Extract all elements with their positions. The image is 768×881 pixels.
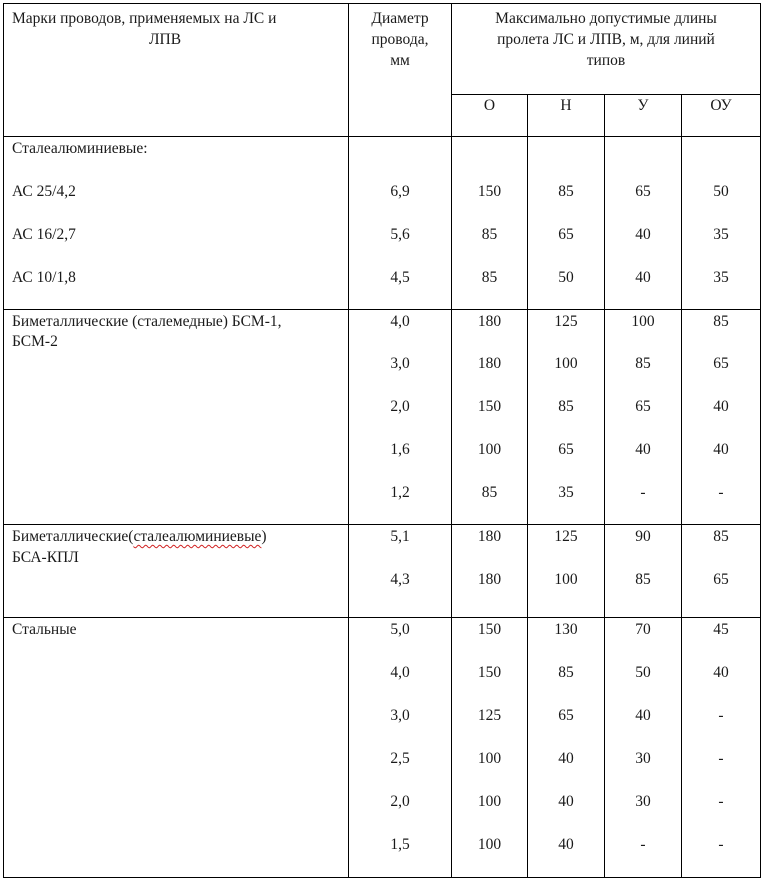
group2-bottom-border	[3, 524, 761, 525]
g1-row3-name: АС 10/1,8	[12, 269, 76, 286]
header-diam-line2: провода,	[371, 31, 429, 48]
g4-row6-o: 100	[477, 836, 502, 853]
g1-row3-diam: 4,5	[390, 269, 410, 286]
g4-row3-ou: -	[718, 707, 724, 724]
g2-row4-u: 40	[635, 441, 651, 458]
table-top-border	[3, 3, 761, 4]
group2-title-line2: БСМ-2	[12, 333, 58, 350]
g2-row3-ou: 40	[713, 398, 729, 415]
g2-row5-o: 85	[481, 484, 498, 501]
g1-row1-n: 85	[558, 183, 574, 200]
g2-row4-diam: 1,6	[390, 441, 410, 458]
g3-row2-ou: 65	[713, 571, 729, 588]
g1-row3-o: 85	[481, 269, 498, 286]
g4-row2-u: 50	[635, 664, 651, 681]
group3-title-line1	[12, 527, 267, 547]
g1-row1-name: АС 25/4,2	[12, 183, 76, 200]
g4-row4-ou: -	[718, 750, 724, 767]
g2-row3-n: 85	[558, 398, 574, 415]
g4-row5-diam: 2,0	[390, 793, 410, 810]
g2-row1-o: 180	[477, 313, 502, 330]
g4-row4-n: 40	[558, 750, 574, 767]
group3-title-line2: БСА-КПЛ	[12, 549, 79, 566]
header-diam-line3: мм	[390, 52, 410, 69]
g1-row2-ou: 35	[713, 226, 729, 243]
g2-row3-u: 65	[635, 398, 651, 415]
header-type-ou: ОУ	[710, 97, 732, 114]
g4-row3-n: 65	[558, 707, 574, 724]
g2-row2-o: 180	[477, 355, 502, 372]
g3-row1-o: 180	[477, 528, 502, 545]
g4-row1-u: 70	[635, 621, 651, 638]
header-type-n: Н	[560, 97, 572, 114]
header-type-o: О	[483, 97, 496, 114]
g2-row3-diam: 2,0	[390, 398, 410, 415]
g3-row2-n: 100	[554, 571, 578, 588]
g2-row1-ou: 85	[713, 313, 729, 330]
g4-row2-diam: 4,0	[390, 664, 410, 681]
table-right-border	[760, 3, 761, 878]
header-max-line1: Максимально допустимые длины	[495, 10, 717, 27]
group3-title-prefix: Биметаллические(	[12, 528, 134, 545]
g4-row1-ou: 45	[713, 621, 729, 638]
g2-row1-u: 100	[631, 313, 655, 330]
g4-row5-n: 40	[558, 793, 574, 810]
g1-row2-diam: 5,6	[390, 226, 410, 243]
g1-row1-diam: 6,9	[390, 183, 410, 200]
g2-row1-diam: 4,0	[390, 313, 410, 330]
g1-row2-o: 85	[481, 226, 498, 243]
g3-row2-u: 85	[635, 571, 651, 588]
g4-row3-diam: 3,0	[390, 707, 410, 724]
header-max-line3: типов	[586, 52, 626, 69]
g3-row1-n: 125	[554, 528, 578, 545]
g2-row2-n: 100	[554, 355, 578, 372]
header-bottom-border	[3, 136, 761, 137]
g1-row3-u: 40	[635, 269, 651, 286]
g4-row1-n: 130	[554, 621, 578, 638]
header-mark-line2: ЛПВ	[149, 31, 182, 48]
g1-row1-o: 150	[477, 183, 502, 200]
g1-row2-name: АС 16/2,7	[12, 226, 76, 243]
group3-title-underlined: сталеалюминиевые	[133, 528, 262, 545]
header-max-line2: пролета ЛС и ЛПВ, м, для линий	[497, 31, 715, 48]
table-bottom-border	[3, 877, 761, 878]
group3-bottom-border	[3, 617, 761, 618]
g2-row5-n: 35	[558, 484, 574, 501]
g4-row4-diam: 2,5	[390, 750, 410, 767]
g4-row4-o: 100	[477, 750, 502, 767]
g3-row1-ou: 85	[713, 528, 729, 545]
g4-row2-o: 150	[477, 664, 502, 681]
g4-row5-o: 100	[477, 793, 502, 810]
table-left-border	[3, 3, 4, 878]
g3-row2-diam: 4,3	[390, 571, 410, 588]
g4-row5-ou: -	[718, 793, 724, 810]
g1-row1-u: 65	[635, 183, 651, 200]
g1-row3-ou: 35	[713, 269, 729, 286]
group1-title: Сталеалюминиевые:	[12, 140, 148, 157]
g1-row2-u: 40	[635, 226, 651, 243]
g2-row2-ou: 65	[713, 355, 729, 372]
g3-row1-diam: 5,1	[390, 528, 410, 545]
g4-row2-n: 85	[558, 664, 574, 681]
group1-bottom-border	[3, 309, 761, 310]
g2-row4-ou: 40	[713, 441, 729, 458]
g1-row3-n: 50	[558, 269, 574, 286]
g4-row5-u: 30	[635, 793, 651, 810]
header-mark-line1: Марки проводов, применяемых на ЛС и	[12, 10, 277, 27]
group3-title-suffix: )	[261, 528, 267, 545]
g4-row6-u: -	[640, 836, 646, 853]
type-subheader-top-border	[451, 94, 761, 95]
header-type-u: У	[637, 97, 649, 114]
g4-row2-ou: 40	[713, 664, 729, 681]
g4-row3-u: 40	[635, 707, 651, 724]
g1-row1-ou: 50	[713, 183, 729, 200]
group2-title-line1: Биметаллические (сталемедные) БСМ-1,	[12, 313, 282, 330]
g2-row5-diam: 1,2	[390, 484, 410, 501]
g4-row6-n: 40	[558, 836, 574, 853]
g4-row6-ou: -	[718, 836, 724, 853]
g3-row1-u: 90	[635, 528, 651, 545]
header-diam-line1: Диаметр	[371, 10, 429, 27]
g2-row5-u: -	[640, 484, 646, 501]
g1-row2-n: 65	[558, 226, 574, 243]
g4-row1-diam: 5,0	[390, 621, 410, 638]
g2-row5-ou: -	[718, 484, 724, 501]
g2-row2-u: 85	[635, 355, 651, 372]
g4-row1-o: 150	[477, 621, 502, 638]
group4-title: Стальные	[12, 621, 77, 638]
g4-row4-u: 30	[635, 750, 651, 767]
g3-row2-o: 180	[477, 571, 502, 588]
g4-row3-o: 125	[477, 707, 502, 724]
g4-row6-diam: 1,5	[390, 836, 410, 853]
g2-row3-o: 150	[477, 398, 502, 415]
g2-row2-diam: 3,0	[390, 355, 410, 372]
g2-row1-n: 125	[554, 313, 578, 330]
g2-row4-n: 65	[558, 441, 574, 458]
g2-row4-o: 100	[477, 441, 502, 458]
